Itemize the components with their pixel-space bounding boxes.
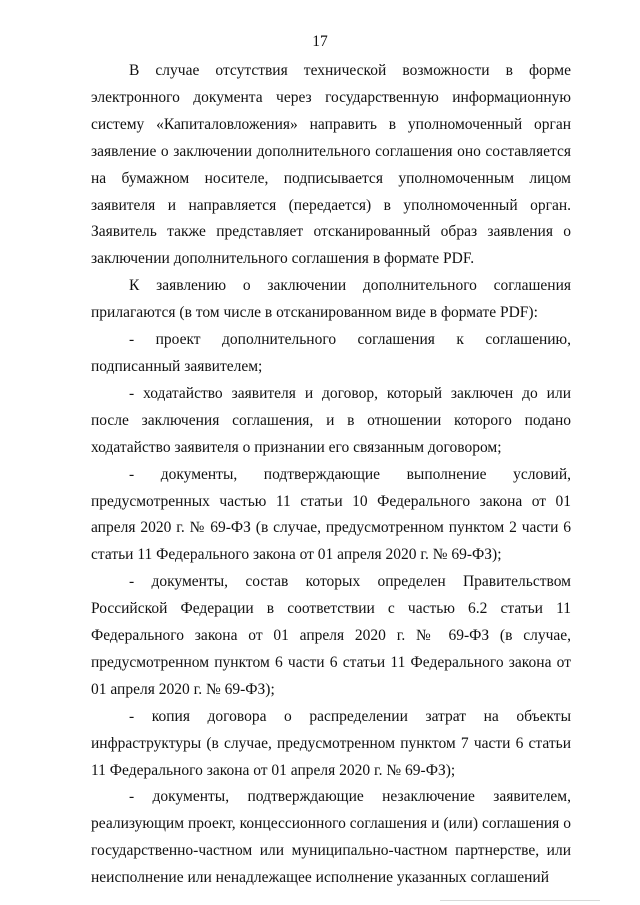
page-number: 17	[312, 33, 328, 50]
document-body	[91, 58, 571, 892]
list-item-non-conclusion-documents: - документы, подтверждающие незаключение заявителем, реализующим проект, концессионного соглашения и (или) соглашения о государственно-частном или муниципально-частном партнерстве, или неисполнение или ненадлежащее исполнение указанных соглашений	[91, 788, 571, 887]
footer-divider	[440, 900, 600, 901]
paragraph-attachments-intro: К заявлению о заключении дополнительного соглашения прилагаются (в том числе в отсканированном виде в формате PDF):	[91, 277, 571, 322]
list-item-petition-and-contract: - ходатайство заявителя и договор, который заключен до или после заключения соглашения, и в отношении которого подано ходатайство заявителя о признании его связанным договором;	[91, 384, 571, 456]
list-item-draft-agreement: - проект дополнительного соглашения к соглашению, подписанный заявителем;	[91, 331, 571, 375]
list-item-cost-distribution-copy: - копия договора о распределении затрат на объекты инфраструктуры (в случае, предусмотренном пунктом 7 части 6 статьи 11 Федерального закона от 01 апреля 2020 г. № 69-ФЗ);	[91, 707, 571, 779]
paragraph-no-technical-possibility: В случае отсутствия технической возможности в форме электронного документа через государственную информационную систему «Капиталовложения» направить в уполномоченный орган заявление о заключении дополнительного соглашения оно составляется на бумажном носителе, подписывается уполномоченным лицом заявителя и направляется (передается) в уполномоченный орган. Заявитель также представляет отсканированный образ заявления о заключении дополнительного соглашения в формате PDF.	[91, 62, 571, 268]
list-item-conditions-documents: - документы, подтверждающие выполнение условий, предусмотренных частью 11 статьи 10 Федерального закона от 01 апреля 2020 г. № 69-ФЗ (в случае, предусмотренном пунктом 2 части 6 статьи 11 Федерального закона от 01 апреля 2020 г. № 69-ФЗ);	[91, 465, 571, 564]
list-item-government-defined-documents: - документы, состав которых определен Правительством Российской Федерации в соответствии с частью 6.2 статьи 11 Федерального закона от 01 апреля 2020 г. № 69-ФЗ (в случае, предусмотренном пунктом 6 части 6 статьи 11 Федерального закона от 01 апреля 2020 г. № 69-ФЗ);	[91, 573, 571, 698]
